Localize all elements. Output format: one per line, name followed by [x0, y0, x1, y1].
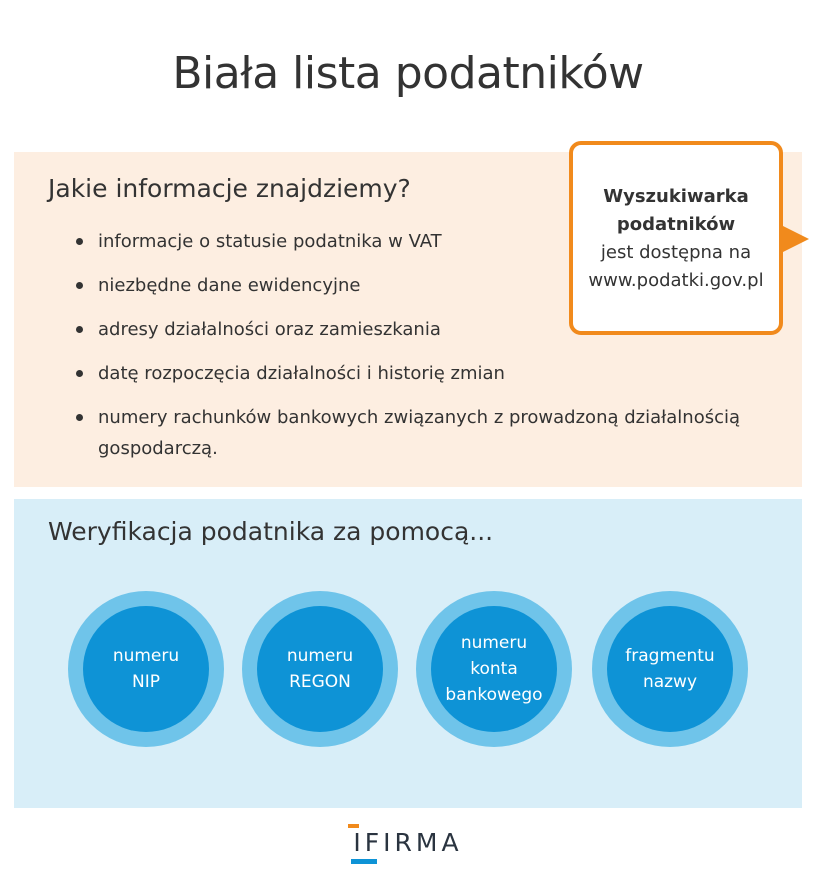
circle-label: konta	[470, 659, 518, 679]
callout-title-line1: Wyszukiwarka	[603, 186, 749, 207]
list-item-text: niezbędne dane ewidencyjne	[98, 275, 361, 296]
logo-underline-icon	[351, 859, 377, 864]
search-callout	[569, 141, 783, 335]
circle-label: numeru	[286, 646, 354, 666]
callout-url: www.podatki.gov.pl	[588, 270, 764, 291]
list-item	[76, 402, 776, 464]
circle-label: fragmentu	[625, 646, 715, 666]
circle-core	[83, 606, 209, 732]
verify-heading: Weryfikacja podatnika za pomocą...	[48, 517, 494, 546]
list-item-text: numery rachunków bankowych związanych z prowadzoną działalnością gospodarczą.	[98, 407, 741, 459]
arrow-right-icon	[783, 226, 809, 252]
bullet-icon	[76, 238, 83, 245]
verify-circle-bank-account	[416, 591, 572, 747]
bullet-icon	[76, 370, 83, 377]
logo	[0, 828, 816, 857]
page-title: Biała lista podatników	[172, 48, 644, 99]
circle-core	[431, 606, 557, 732]
circle-core	[607, 606, 733, 732]
callout-title-line2: podatników	[616, 214, 736, 235]
circle-label: numeru	[460, 633, 528, 653]
bullet-icon	[76, 414, 83, 421]
verify-circle-name	[592, 591, 748, 747]
verify-panel	[14, 499, 802, 808]
circle-core	[257, 606, 383, 732]
circle-label: REGON	[289, 672, 351, 692]
info-heading: Jakie informacje znajdziemy?	[48, 174, 411, 203]
list-item-text: adresy działalności oraz zamieszkania	[98, 319, 441, 340]
bullet-icon	[76, 282, 83, 289]
circle-label: numeru	[112, 646, 180, 666]
circle-label: nazwy	[642, 672, 698, 692]
list-item-text: datę rozpoczęcia działalności i historię zmian	[98, 363, 505, 384]
callout-text: jest dostępna na	[600, 242, 752, 263]
list-item	[76, 358, 776, 389]
verify-circle-nip	[68, 591, 224, 747]
circle-label: bankowego	[445, 685, 543, 705]
logo-text: IFIRMA	[353, 828, 463, 857]
verify-circle-regon	[242, 591, 398, 747]
circle-label: NIP	[132, 672, 160, 692]
list-item-text: informacje o statusie podatnika w VAT	[98, 231, 442, 252]
bullet-icon	[76, 326, 83, 333]
